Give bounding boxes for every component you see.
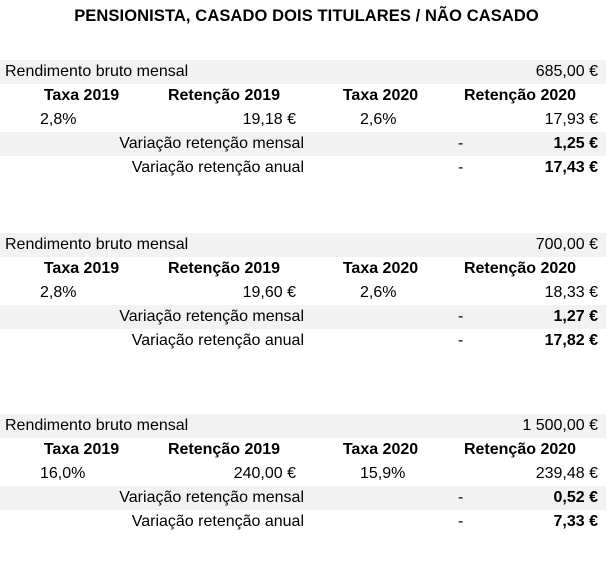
values-row (0, 108, 606, 132)
variation-annual-row (0, 156, 606, 180)
tax-2019-header: Taxa 2019 (43, 87, 120, 104)
page-title: PENSIONISTA, CASADO DOIS TITULARES / NÃO CASADO (74, 7, 539, 25)
retention-2020-value: 18,33 € (544, 284, 598, 301)
variation-annual-row (0, 329, 606, 353)
header-row (0, 438, 606, 462)
variation-annual-label: Variação retenção anual (131, 332, 304, 349)
retention-2019-header: Retenção 2019 (167, 260, 281, 277)
dash: - (458, 135, 464, 152)
gross-income-value: 700,00 € (535, 236, 598, 253)
variation-monthly-value: 1,25 € (553, 135, 598, 152)
gross-income-label: Rendimento bruto mensal (5, 236, 189, 253)
variation-annual-row (0, 510, 606, 534)
retention-2020-header: Retenção 2020 (463, 260, 577, 277)
tax-2020-value: 2,6% (360, 284, 397, 301)
variation-annual-value: 7,33 € (553, 513, 598, 530)
retention-2019-value: 240,00 € (233, 465, 296, 482)
gross-income-row (0, 60, 606, 84)
retention-2020-header: Retenção 2020 (463, 441, 577, 458)
variation-annual-value: 17,43 € (544, 159, 598, 176)
gross-income-row (0, 414, 606, 438)
dash: - (458, 513, 464, 530)
variation-monthly-row (0, 305, 606, 329)
gross-income-row (0, 233, 606, 257)
retention-2020-header: Retenção 2020 (463, 87, 577, 104)
variation-monthly-label: Variação retenção mensal (119, 308, 304, 325)
values-row (0, 281, 606, 305)
variation-annual-label: Variação retenção anual (131, 159, 304, 176)
dash: - (458, 308, 464, 325)
gross-income-label: Rendimento bruto mensal (5, 417, 189, 434)
variation-annual-label: Variação retenção anual (131, 513, 304, 530)
dash: - (458, 332, 464, 349)
retention-2020-value: 239,48 € (535, 465, 598, 482)
income-block-3 (0, 414, 606, 534)
income-block-2 (0, 233, 606, 353)
variation-monthly-value: 1,27 € (553, 308, 598, 325)
income-block-1 (0, 60, 606, 180)
tax-2019-value: 16,0% (40, 465, 86, 482)
tax-2019-value: 2,8% (40, 284, 77, 301)
retention-2019-value: 19,60 € (242, 284, 296, 301)
retention-2019-header: Retenção 2019 (167, 441, 281, 458)
values-row (0, 462, 606, 486)
tax-2019-value: 2,8% (40, 111, 77, 128)
dash: - (458, 159, 464, 176)
tax-2019-header: Taxa 2019 (43, 260, 120, 277)
gross-income-value: 1 500,00 € (522, 417, 598, 434)
variation-monthly-label: Variação retenção mensal (119, 489, 304, 506)
header-row (0, 257, 606, 281)
retention-2019-header: Retenção 2019 (167, 87, 281, 104)
dash: - (458, 489, 464, 506)
retention-2019-value: 19,18 € (242, 111, 296, 128)
tax-2020-value: 15,9% (360, 465, 406, 482)
variation-monthly-row (0, 132, 606, 156)
variation-annual-value: 17,82 € (544, 332, 598, 349)
retention-2020-value: 17,93 € (544, 111, 598, 128)
tax-2020-value: 2,6% (360, 111, 397, 128)
gross-income-label: Rendimento bruto mensal (5, 63, 189, 80)
tax-2020-header: Taxa 2020 (342, 441, 419, 458)
variation-monthly-row (0, 486, 606, 510)
header-row (0, 84, 606, 108)
variation-monthly-label: Variação retenção mensal (119, 135, 304, 152)
tax-2019-header: Taxa 2019 (43, 441, 120, 458)
gross-income-value: 685,00 € (535, 63, 598, 80)
variation-monthly-value: 0,52 € (553, 489, 598, 506)
tax-2020-header: Taxa 2020 (342, 87, 419, 104)
tax-2020-header: Taxa 2020 (342, 260, 419, 277)
